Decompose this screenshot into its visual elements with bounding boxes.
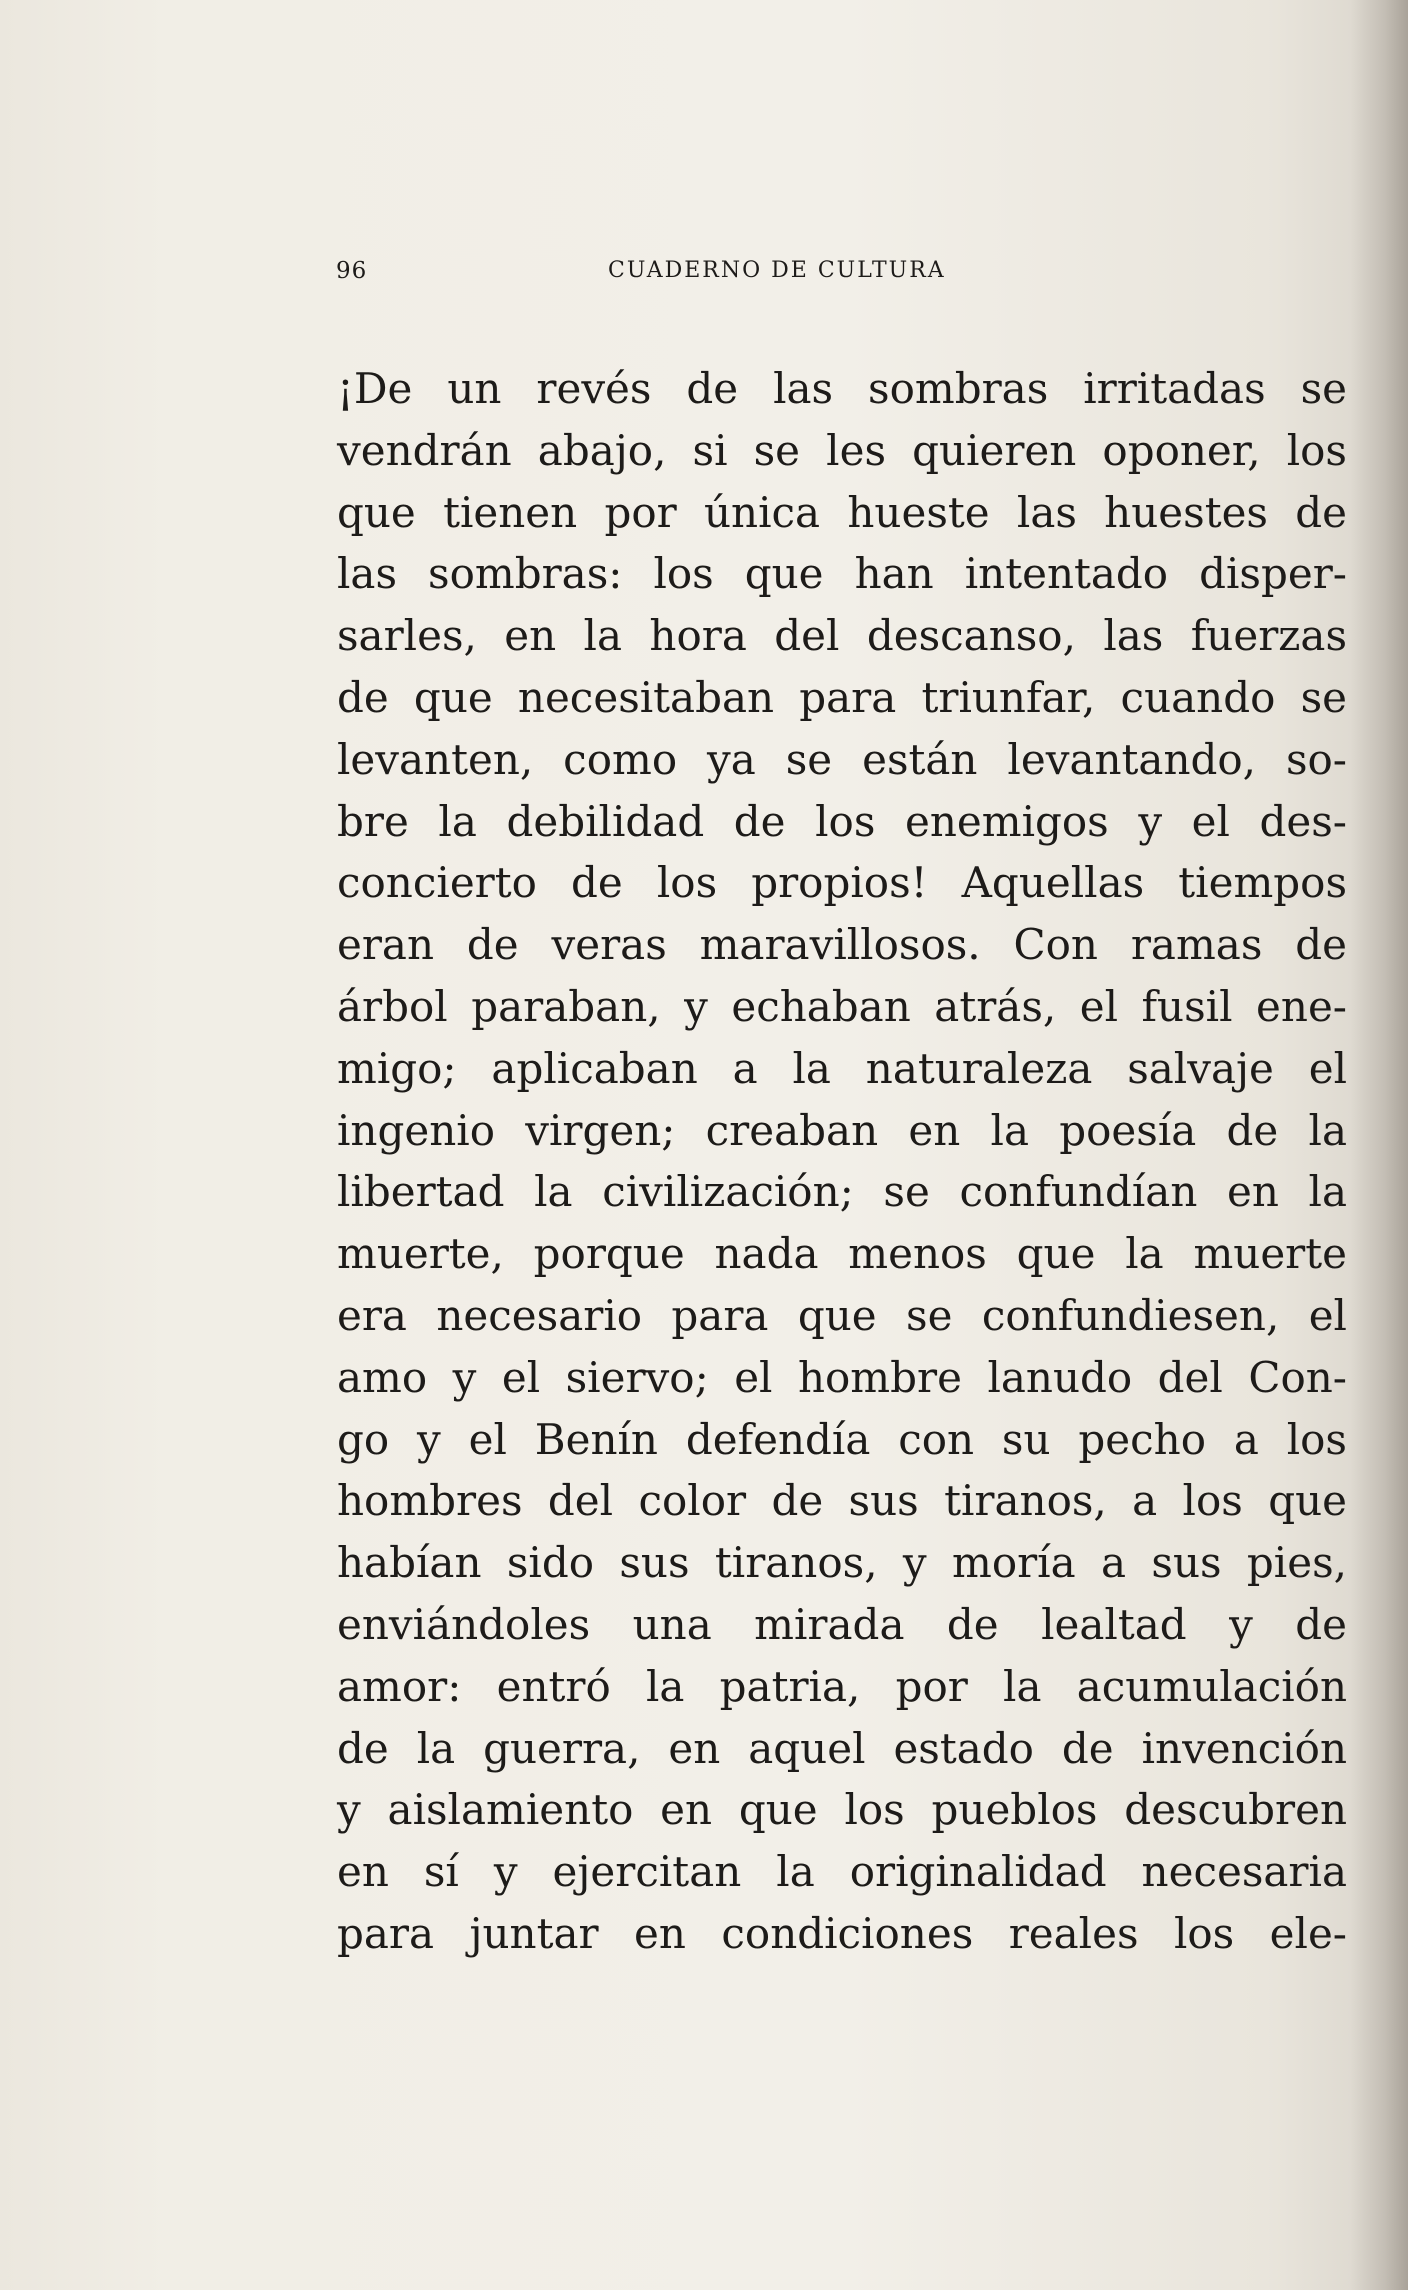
text-line: habían sido sus tiranos, y moría a sus pies,: [337, 1538, 1347, 1588]
text-line: de la guerra, en aquel estado de invención: [337, 1723, 1347, 1773]
text-line: era necesario para que se confundiesen, el: [337, 1290, 1347, 1340]
text-line: para juntar en condiciones reales los ele-: [337, 1908, 1347, 1958]
text-line: sarles, en la hora del descanso, las fuerzas: [337, 611, 1347, 661]
text-line: árbol paraban, y echaban atrás, el fusil ene-: [337, 981, 1347, 1031]
page-header: [336, 258, 1070, 294]
text-line: ingenio virgen; creaban en la poesía de la: [337, 1105, 1347, 1155]
running-title: CUADERNO DE CULTURA: [608, 258, 946, 283]
text-line: las sombras: los que han intentado disper-: [337, 549, 1347, 599]
text-line: amor: entró la patria, por la acumulación: [337, 1661, 1347, 1711]
text-line: libertad la civilización; se confundían en la: [337, 1167, 1347, 1217]
text-line: concierto de los propios! Aquellas tiempos: [337, 858, 1347, 908]
text-line: amo y el siervo; el hombre lanudo del Con-: [337, 1352, 1347, 1402]
text-line: ¡De un revés de las sombras irritadas se: [337, 364, 1347, 413]
body-paragraph: [337, 358, 1347, 1965]
page-gutter-shadow: [1350, 0, 1408, 2290]
text-line: en sí y ejercitan la originalidad necesaria: [337, 1847, 1347, 1897]
page-number: 96: [336, 258, 368, 284]
text-line: enviándoles una mirada de lealtad y de: [337, 1599, 1347, 1649]
text-line: de que necesitaban para triunfar, cuando se: [337, 672, 1347, 722]
text-line: hombres del color de sus tiranos, a los que: [337, 1476, 1347, 1526]
text-line: y aislamiento en que los pueblos descubren: [337, 1785, 1347, 1835]
text-line: bre la debilidad de los enemigos y el des-: [337, 796, 1347, 846]
text-line: levanten, como ya se están levantando, so-: [337, 734, 1347, 784]
text-line: muerte, porque nada menos que la muerte: [337, 1229, 1347, 1279]
text-line: que tienen por única hueste las huestes de: [337, 487, 1347, 537]
text-line: go y el Benín defendía con su pecho a los: [337, 1414, 1347, 1464]
text-line: eran de veras maravillosos. Con ramas de: [337, 920, 1347, 970]
text-line: migo; aplicaban a la naturaleza salvaje el: [337, 1043, 1347, 1093]
text-line: vendrán abajo, si se les quieren oponer, los: [337, 425, 1347, 475]
